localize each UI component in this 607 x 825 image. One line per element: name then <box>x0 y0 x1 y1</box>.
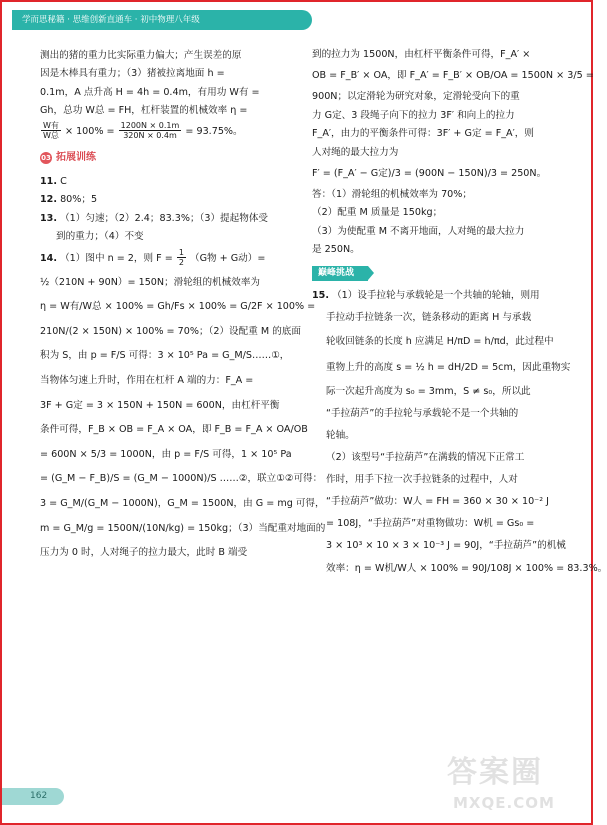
header-title: 学而思秘籍 · 思维创新直通车 · 初中物理八年级 <box>22 15 200 25</box>
answer-item: 11. C <box>40 176 67 188</box>
text-line: Gh，总功 W总 = FH，杠杆装置的机械效率 η = <box>40 105 248 117</box>
text-line: 作时，用手下拉一次手拉链条的过程中，人对 <box>326 473 518 485</box>
text-line: 重物上升的高度 s = ½ h = dH/2D = 5cm，因此重物实 <box>326 361 571 373</box>
text-line: = 108J，“手拉葫芦”对重物做功：W机 = Gs₀ = <box>326 517 535 529</box>
text-line: 到的拉力为 1500N，由杠杆平衡条件可得，F_A′ × <box>312 49 531 60</box>
answer-item: 13. （1）匀速；（2）2.4；83.3%；（3）提起物体受 <box>40 212 269 224</box>
text-line: 到的重力；（4）不变 <box>56 231 144 243</box>
text-line: 是 250N。 <box>312 244 360 256</box>
text-line: F′ = (F_A′ − G定)/3 = (900N − 150N)/3 = 250N。 <box>312 168 547 180</box>
watermark-text: 答案圈 <box>447 755 543 790</box>
text-line: ½（210N + 90N）= 150N；滑轮组的机械效率为 <box>40 276 261 288</box>
watermark-logo <box>447 755 587 818</box>
right-column <box>312 46 607 581</box>
text-line: 3 = G_M/(G_M − 1000N)，G_M = 1500N，由 G = mg 可得， <box>40 498 325 509</box>
text-line: 3F + G定 = 3 × 150N + 150N = 600N，由杠杆平衡 <box>40 399 280 411</box>
text-line: = 600N × 5/3 = 1000N，由 p = F/S 可得，1 × 10⁵ Pa <box>40 448 292 460</box>
text-line: 210N/(2 × 150N) × 100% = 70%；（2）设配重 M 的底面 <box>40 325 301 337</box>
section-heading <box>40 149 288 167</box>
watermark-url: MXQE.COM <box>453 794 555 812</box>
text-line: （3）为使配重 M 不离开地面，人对绳的最大拉力 <box>312 225 525 237</box>
challenge-tag: 巅峰挑战 <box>312 266 368 281</box>
text-line: = (G_M − F_B)/S = (G_M − 1000N)/S ……②，联立①②可得： <box>40 473 323 485</box>
text-line: “手拉葫芦”做功：W人 = FH = 360 × 30 × 10⁻² J <box>326 495 549 507</box>
section-title: 拓展训练 <box>56 151 96 163</box>
text-line: 因是木棒具有重力；（3）猪被拉离地面 h = <box>40 68 225 80</box>
answer-item: 15. （1）设手拉轮与承载轮是一个共轴的轮轴，则用 <box>312 289 540 301</box>
text-line: 900N；以定滑轮为研究对象，定滑轮受向下的重 <box>312 91 520 103</box>
text-line: 效率：η = W机/W人 × 100% = 90J/108J × 100% = 83.3%。 <box>326 562 607 574</box>
text-line: 当物体匀速上升时，作用在杠杆 A 端的力：F_A = <box>40 375 254 387</box>
text-line: F_A′，由力的平衡条件可得：3F′ + G定 = F_A′，则 <box>312 128 534 140</box>
text-line: 际一次起升高度为 s₀ = 3mm，S ≠ s₀，所以此 <box>326 385 531 397</box>
left-column <box>40 47 326 566</box>
fraction: $\frac{1200N \times 0.1m}{320N \times 0.4m}$ <box>120 121 180 141</box>
text-line: 3 × 10³ × 10 × 3 × 10⁻³ J = 90J，“手拉葫芦”的机械 <box>326 539 566 551</box>
fraction: W有 W总 <box>43 121 59 141</box>
text-line: m = G_M/g = 1500N/(10N/kg) = 150kg；（3）当配重对地面的 <box>40 522 326 534</box>
text-line: 手拉动手拉链条一次，链条移动的距离 H 与承载 <box>326 311 532 323</box>
answer-item: 12. 80%；5 <box>40 194 98 206</box>
text-line: η = W有/W总 × 100% = Gh/Fs × 100% = G/2F × 100% = <box>40 301 316 313</box>
efficiency-formula: W有 W总 × 100% = $\frac{1200N \times 0.1m}{320N \times 0.4m}$ = 93.75%。 <box>43 121 243 141</box>
answer-item: 14. （1）图中 n = 2，则 F = $\frac{1}{2}$ （G物 + G动）= <box>40 248 266 268</box>
text-line: 轮收回链条的长度 h 应满足 H/πD = h/πd，此过程中 <box>326 335 554 347</box>
text-line: 积为 S，由 p = F/S 可得：3 × 10⁵ Pa = G_M/S……①， <box>40 350 290 362</box>
text-line: 答：（1）滑轮组的机械效率为 70%； <box>312 189 472 201</box>
header-banner <box>12 10 312 30</box>
section-number-icon: 03 <box>41 153 51 162</box>
text-line: 测出的猪的重力比实际重力偏大；产生误差的原 <box>40 50 242 61</box>
fraction: $\frac{1}{2}$ <box>178 248 184 268</box>
page-number: 162 <box>2 788 64 805</box>
text-line: “手拉葫芦”的手拉轮与承载轮不是一个共轴的 <box>326 407 519 419</box>
text-line: （2）配重 M 质量是 150kg； <box>312 207 443 219</box>
text-line: 条件可得，F_B × OB = F_A × OA，即 F_B = F_A × OA/OB <box>40 424 308 436</box>
text-line: 力 G定、3 段绳子向下的拉力 3F′ 和向上的拉力 <box>312 109 515 121</box>
text-line: （2）该型号“手拉葫芦”在满载的情况下正常工 <box>326 451 525 463</box>
text-line: 0.1m，A 点升高 H = 4h = 0.4m，有用功 W有 = <box>40 86 260 98</box>
text-line: 轮轴。 <box>326 429 355 441</box>
text-line: 人对绳的最大拉力为 <box>312 146 399 158</box>
text-line: 压力为 0 时，人对绳子的拉力最大，此时 B 端受 <box>40 547 248 559</box>
text-line: OB = F_B′ × OA，即 F_A′ = F_B′ × OB/OA = 1500N × 3/5 = <box>312 70 594 82</box>
